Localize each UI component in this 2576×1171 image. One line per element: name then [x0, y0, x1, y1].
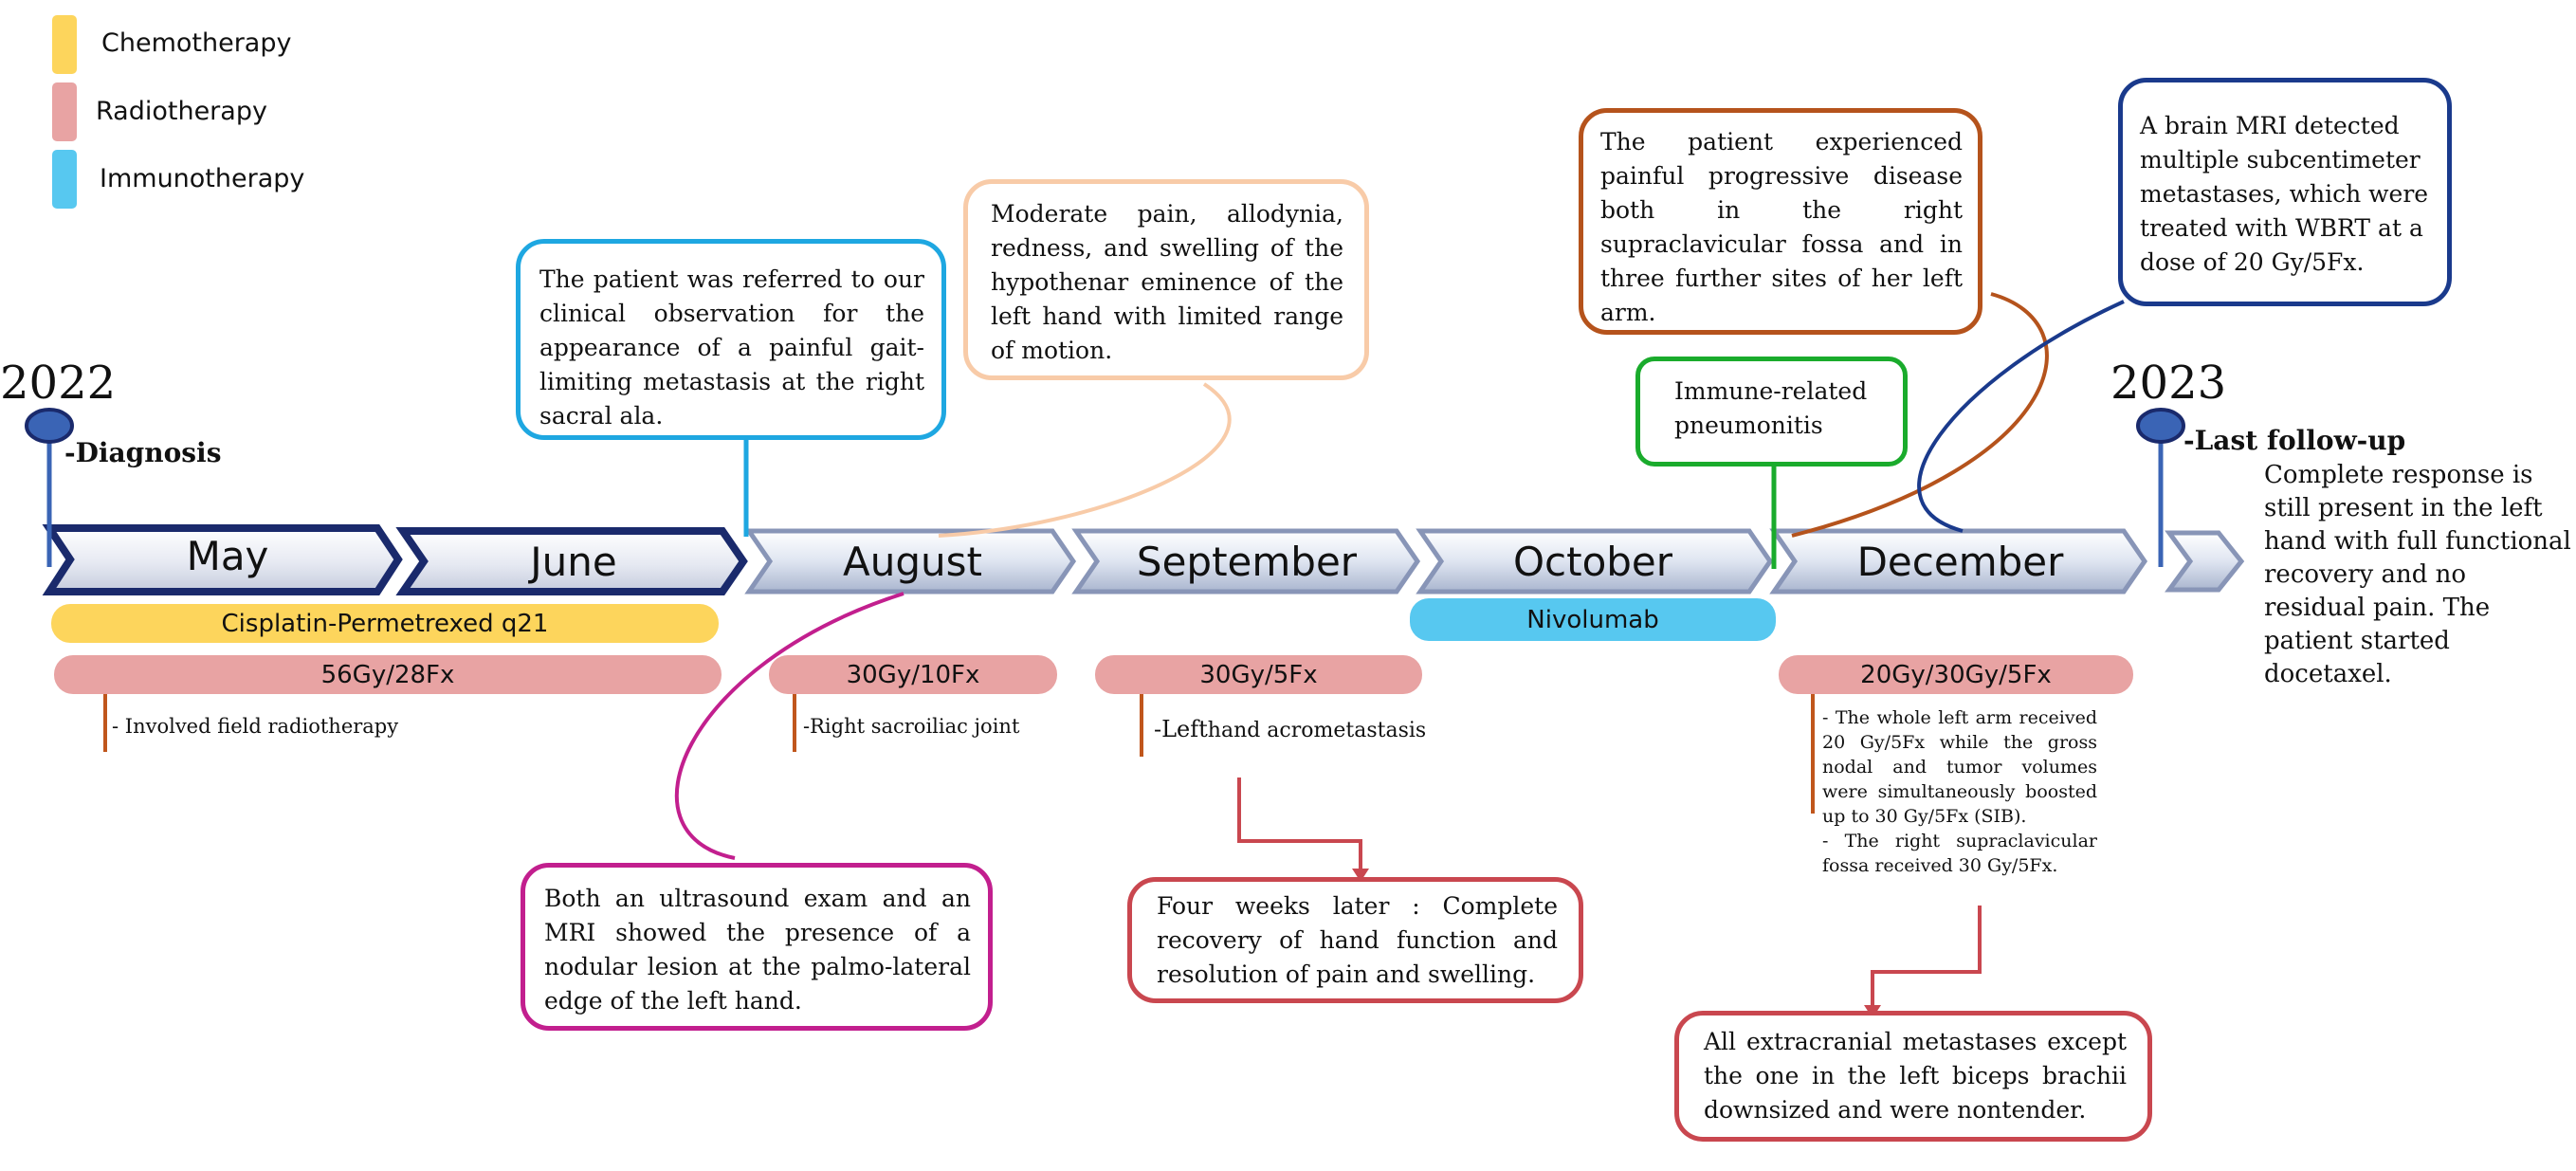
legend [52, 15, 365, 219]
month-june: June [530, 538, 617, 585]
month-august: August [843, 538, 982, 585]
month-december: December [1856, 538, 2064, 585]
sublabel-involved-field: - Involved field radiotherapy [112, 715, 399, 738]
callout-progression-text: The patient experienced painful progressive disease both in the right supraclavicular fossa and in three further sites of her left arm. [1600, 128, 1963, 326]
callout-ultrasound-text: Both an ultrasound exam and an MRI showed the presence of a nodular lesion at the palmo-lateral edge of the left hand. [544, 885, 971, 1015]
chevron-end [2169, 533, 2241, 590]
year-start: 2022 [0, 357, 117, 410]
legend-swatch-radiotherapy [52, 82, 77, 141]
radiotherapy-bar-4-label: 20Gy/30Gy/5Fx [1860, 660, 2052, 689]
callout-referral [516, 239, 946, 440]
callout-recovery [1127, 877, 1583, 1003]
radiotherapy-bar-3-label: 30Gy/5Fx [1199, 660, 1318, 689]
note-december [1822, 705, 2097, 878]
callout-recovery-text: Four weeks later : Complete recovery of hand function and resolution of pain and swelling. [1157, 892, 1558, 988]
month-may: May [186, 532, 269, 579]
year-end: 2023 [2110, 357, 2227, 410]
chemotherapy-bar: Cisplatin-Permetrexed q21 [51, 604, 719, 643]
legend-swatch-immunotherapy [52, 150, 77, 209]
legend-label-radiotherapy: Radiotherapy [96, 97, 267, 126]
callout-brain-mri [2118, 78, 2452, 306]
note-followup [2264, 459, 2572, 691]
radiotherapy-bar-1 [54, 655, 722, 694]
legend-label-chemotherapy: Chemotherapy [101, 28, 292, 58]
month-october: October [1512, 538, 1673, 585]
callout-pain-text: Moderate pain, allodynia, redness, and swelling of the hypothenar eminence of the left hand with limited range of motion. [991, 200, 1343, 364]
legend-label-immunotherapy: Immunotherapy [100, 164, 305, 193]
sublabel-left-hand-suffix: hand acrometastasis [1207, 719, 1427, 742]
note-followup-text: Complete response is still present in the left hand with full functional recovery and no residual pain. The patient started docetaxel. [2264, 461, 2571, 688]
legend-swatch-chemotherapy [52, 15, 77, 74]
event-last-followup: -Last follow-up [2183, 425, 2406, 456]
note-december-arm: - The whole left arm received 20 Gy/5Fx while the gross nodal and tumor volumes were simultaneously boosted up to 30 Gy/5Fx (SIB). [1822, 707, 2097, 827]
sublabel-left-hand [1154, 713, 1426, 746]
note-december-fossa: - The right supraclavicular fossa received 30 Gy/5Fx. [1822, 831, 2097, 876]
radiotherapy-bar-4 [1779, 655, 2133, 694]
radiotherapy-bar-2 [769, 655, 1057, 694]
month-september: September [1136, 538, 1358, 585]
event-diagnosis: -Diagnosis [64, 437, 222, 468]
callout-pneumonitis [1635, 357, 1908, 467]
callout-pain [963, 179, 1369, 380]
callout-progression [1579, 108, 1982, 335]
callout-referral-text: The patient was referred to our clinical observation for the appearance of a painful gait-limiting metastasis at the right sacral ala. [539, 265, 924, 430]
radiotherapy-bar-1-label: 56Gy/28Fx [320, 660, 455, 689]
sublabel-sacroiliac: -Right sacroiliac joint [803, 715, 1020, 738]
callout-extracranial-text: All extracranial metastases except the one in the left biceps brachii downsized and were nontender. [1704, 1028, 2127, 1124]
immunotherapy-bar: Nivolumab [1410, 598, 1776, 641]
radiotherapy-bar-3 [1095, 655, 1422, 694]
callout-pneumonitis-text: Immune-related pneumonitis [1674, 377, 1868, 439]
sublabel-left-hand-prefix: -Left [1154, 716, 1208, 742]
callout-brain-mri-text: A brain MRI detected multiple subcentimeter metastases, which were treated with WBRT at a dose of 20 Gy/5Fx. [2140, 112, 2429, 276]
callout-extracranial [1674, 1011, 2152, 1142]
radiotherapy-bar-2-label: 30Gy/10Fx [846, 660, 980, 689]
callout-ultrasound [521, 863, 993, 1031]
year-2023-dot [2138, 410, 2183, 442]
